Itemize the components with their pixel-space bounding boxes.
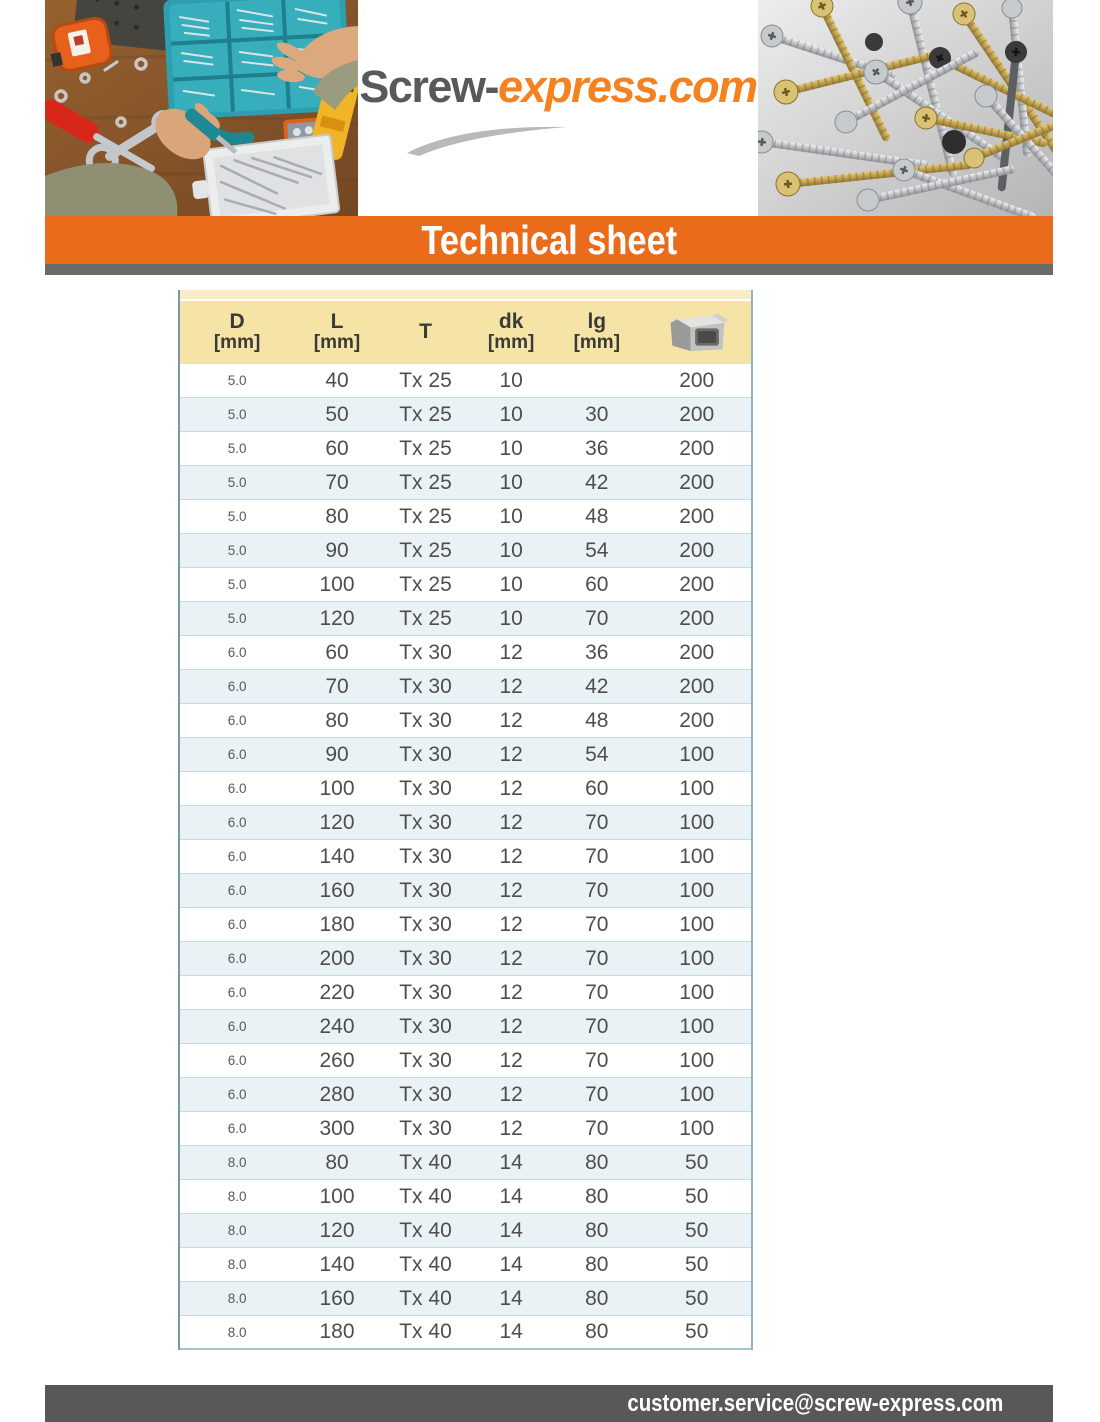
cell-lg: 36 [585,436,609,460]
table-row [180,398,751,432]
column-unit: [mm] [313,332,361,354]
cell-l: 280 [319,1082,355,1106]
cell-lg: 70 [585,810,609,834]
cell-package: 200 [679,606,715,630]
cell-t: Tx 30 [399,1082,452,1106]
cell-dk: 14 [499,1320,523,1343]
cell-lg: 60 [585,572,609,596]
cell-dk: 12 [499,878,523,902]
cell-d: 8.0 [227,1223,247,1238]
cell-dk: 12 [499,844,523,868]
technical-sheet-banner [45,216,1053,264]
cell-d: 8.0 [227,1324,247,1340]
cell-t: Tx 40 [399,1320,452,1343]
cell-l: 70 [325,674,349,698]
table-row [180,1112,751,1146]
cell-lg: 70 [585,912,609,936]
divider-strip [45,264,1053,275]
logo-text-express: express.com [497,61,757,112]
header [45,0,1053,216]
cell-t: Tx 30 [399,776,452,800]
cell-package: 200 [679,470,715,494]
cell-t: Tx 30 [399,980,452,1004]
table-header-row [180,301,751,364]
cell-d: 6.0 [227,883,247,898]
cell-l: 180 [319,912,355,936]
workbench-photo [45,0,358,216]
cell-l: 80 [325,1150,349,1174]
cell-t: Tx 30 [399,1116,452,1140]
cell-dk: 10 [499,504,523,528]
cell-d: 6.0 [227,951,247,966]
cell-t: Tx 30 [399,640,452,664]
cell-dk: 12 [499,776,523,800]
cell-package: 200 [679,538,715,562]
table-row [180,1282,751,1316]
table-row [180,704,751,738]
column-header-package [642,309,750,355]
cell-dk: 12 [499,640,523,664]
cell-package: 100 [679,878,715,902]
cell-l: 100 [319,1184,355,1208]
cell-package: 200 [679,402,715,426]
cell-lg: 80 [585,1184,609,1208]
cell-t: Tx 40 [399,1252,452,1276]
cell-t: Tx 30 [399,946,452,970]
cell-package: 100 [679,946,715,970]
cell-l: 260 [319,1048,355,1072]
cell-l: 120 [319,810,355,834]
cell-lg: 54 [585,538,609,562]
cell-l: 200 [319,946,355,970]
cell-dk: 12 [499,742,523,766]
cell-l: 40 [325,368,349,392]
cell-dk: 12 [499,708,523,732]
cell-t: Tx 30 [399,810,452,834]
cell-d: 5.0 [227,509,247,524]
cell-dk: 14 [499,1252,523,1276]
table-row [180,364,751,398]
cell-lg: 48 [585,504,609,528]
cell-package: 50 [685,1320,709,1343]
cell-package: 100 [679,1082,715,1106]
cell-dk: 10 [499,368,523,392]
cell-t: Tx 30 [399,674,452,698]
cell-package: 100 [679,810,715,834]
cell-t: Tx 40 [399,1184,452,1208]
cell-lg: 42 [585,674,609,698]
cell-lg: 36 [585,640,609,664]
column-header-lg [551,310,642,354]
cell-lg: 80 [585,1150,609,1174]
cell-d: 6.0 [227,985,247,1000]
cell-lg: 70 [585,1048,609,1072]
cell-package: 100 [679,980,715,1004]
swoosh-icon [403,117,573,157]
cell-dk: 12 [499,1048,523,1072]
table-row [180,466,751,500]
cell-package: 200 [679,504,715,528]
cell-d: 6.0 [227,815,247,830]
cell-d: 5.0 [227,407,247,422]
table-row [180,432,751,466]
cell-d: 5.0 [227,543,247,558]
table-row [180,772,751,806]
cell-t: Tx 30 [399,912,452,936]
cell-dk: 10 [499,572,523,596]
column-unit: [mm] [487,332,535,354]
table-row [180,1146,751,1180]
cell-dk: 12 [499,1116,523,1140]
cell-d: 6.0 [227,1121,247,1136]
cell-d: 5.0 [227,577,247,592]
cell-lg: 48 [585,708,609,732]
table-row [180,500,751,534]
cell-l: 240 [319,1014,355,1038]
cell-package: 100 [679,776,715,800]
cell-d: 5.0 [227,611,247,626]
cell-t: Tx 30 [399,708,452,732]
cell-dk: 12 [499,1014,523,1038]
brand-logo [358,0,758,216]
cell-d: 6.0 [227,1019,247,1034]
cell-t: Tx 25 [399,436,452,460]
cell-l: 220 [319,980,355,1004]
cell-package: 100 [679,742,715,766]
cell-lg: 70 [585,878,609,902]
cell-d: 8.0 [227,1155,247,1170]
cell-t: Tx 25 [399,504,452,528]
cell-package: 100 [679,844,715,868]
cell-dk: 10 [499,538,523,562]
cell-dk: 10 [499,606,523,630]
cell-lg: 70 [585,844,609,868]
cell-dk: 12 [499,810,523,834]
column-label: L [330,310,344,333]
cell-dk: 12 [499,912,523,936]
cell-t: Tx 30 [399,742,452,766]
cell-l: 70 [325,470,349,494]
cell-package: 100 [679,1014,715,1038]
logo-text [359,61,756,113]
table-row [180,602,751,636]
cell-lg: 70 [585,946,609,970]
cell-lg: 42 [585,470,609,494]
table-row [180,738,751,772]
column-header-d [180,310,294,354]
table-row [180,806,751,840]
cell-dk: 12 [499,1082,523,1106]
cell-t: Tx 30 [399,878,452,902]
table-row [180,942,751,976]
table-row [180,908,751,942]
cell-t: Tx 30 [399,1014,452,1038]
cell-lg: 70 [585,1082,609,1106]
cell-l: 300 [319,1116,355,1140]
cell-lg: 70 [585,980,609,1004]
cell-t: Tx 25 [399,368,452,392]
cell-l: 60 [325,640,349,664]
spec-table [178,290,753,1350]
cell-dk: 10 [499,402,523,426]
cell-package: 50 [685,1286,709,1310]
cell-d: 6.0 [227,849,247,864]
column-label: dk [498,310,524,333]
cell-d: 6.0 [227,747,247,762]
cell-l: 160 [319,1286,355,1310]
cell-lg: 80 [585,1286,609,1310]
cell-l: 120 [319,606,355,630]
cell-dk: 14 [499,1184,523,1208]
cell-l: 80 [325,708,349,732]
table-row [180,874,751,908]
customer-email: customer.service@screw-express.com [627,1389,1003,1417]
table-body [180,364,751,1350]
cell-d: 6.0 [227,679,247,694]
cell-t: Tx 25 [399,572,452,596]
table-row [180,1180,751,1214]
cell-t: Tx 40 [399,1150,452,1174]
cell-t: Tx 25 [399,606,452,630]
table-row [180,976,751,1010]
cell-lg: 54 [585,742,609,766]
cell-package: 200 [679,708,715,732]
cell-d: 6.0 [227,1053,247,1068]
column-label: T [419,320,432,344]
cell-dk: 10 [499,436,523,460]
cell-lg: 80 [585,1252,609,1276]
cell-package: 200 [679,640,715,664]
table-row [180,1248,751,1282]
cell-d: 6.0 [227,713,247,728]
cell-dk: 12 [499,980,523,1004]
cell-l: 100 [319,776,355,800]
cell-d: 8.0 [227,1257,247,1272]
column-unit: [mm] [213,332,261,354]
cell-l: 60 [325,436,349,460]
cell-dk: 14 [499,1150,523,1174]
cell-l: 120 [319,1218,355,1242]
cell-t: Tx 40 [399,1286,452,1310]
column-label: D [229,310,245,333]
cell-d: 6.0 [227,645,247,660]
cell-t: Tx 25 [399,402,452,426]
table-row [180,1316,751,1350]
table-row [180,568,751,602]
cell-package: 100 [679,912,715,936]
cell-package: 100 [679,1116,715,1140]
cell-d: 8.0 [227,1189,247,1204]
cell-d: 5.0 [227,373,247,388]
cell-t: Tx 40 [399,1218,452,1242]
column-unit: [mm] [573,332,621,354]
page-title: Technical sheet [421,216,677,263]
cell-lg: 80 [585,1320,609,1343]
cell-l: 50 [325,402,349,426]
cell-package: 200 [679,368,715,392]
cell-l: 90 [325,742,349,766]
cell-d: 6.0 [227,1087,247,1102]
cell-package: 50 [685,1184,709,1208]
cell-l: 80 [325,504,349,528]
cell-package: 50 [685,1150,709,1174]
table-row [180,1044,751,1078]
column-header-t [380,320,471,343]
cell-d: 6.0 [227,781,247,796]
table-row [180,1078,751,1112]
screws-photo [758,0,1053,216]
cell-t: Tx 30 [399,1048,452,1072]
cell-dk: 10 [499,470,523,494]
cell-package: 50 [685,1252,709,1276]
cell-d: 6.0 [227,917,247,932]
cell-l: 100 [319,572,355,596]
cell-package: 50 [685,1218,709,1242]
cell-lg: 70 [585,606,609,630]
cell-d: 5.0 [227,475,247,490]
cell-t: Tx 30 [399,844,452,868]
cell-l: 180 [319,1320,355,1343]
cell-dk: 12 [499,674,523,698]
table-row [180,840,751,874]
column-header-l [294,310,380,354]
cell-l: 160 [319,878,355,902]
table-row [180,636,751,670]
cell-d: 5.0 [227,441,247,456]
column-label: lg [587,310,607,333]
cell-l: 90 [325,538,349,562]
cell-d: 8.0 [227,1291,247,1306]
package-box-icon [666,309,728,355]
cell-package: 200 [679,572,715,596]
table-top-strip [180,290,751,301]
cell-dk: 14 [499,1286,523,1310]
cell-lg: 60 [585,776,609,800]
table-row [180,670,751,704]
cell-package: 100 [679,1048,715,1072]
footer-bar [45,1385,1053,1422]
cell-l: 140 [319,1252,355,1276]
logo-text-screw: Screw- [359,61,498,112]
cell-lg: 80 [585,1218,609,1242]
column-header-dk [471,310,551,354]
table-row [180,1214,751,1248]
cell-package: 200 [679,436,715,460]
cell-package: 200 [679,674,715,698]
cell-dk: 12 [499,946,523,970]
table-row [180,534,751,568]
cell-lg: 30 [585,402,609,426]
cell-lg: 70 [585,1116,609,1140]
cell-lg: 70 [585,1014,609,1038]
table-row [180,1010,751,1044]
cell-t: Tx 25 [399,470,452,494]
cell-t: Tx 25 [399,538,452,562]
cell-dk: 14 [499,1218,523,1242]
cell-l: 140 [319,844,355,868]
